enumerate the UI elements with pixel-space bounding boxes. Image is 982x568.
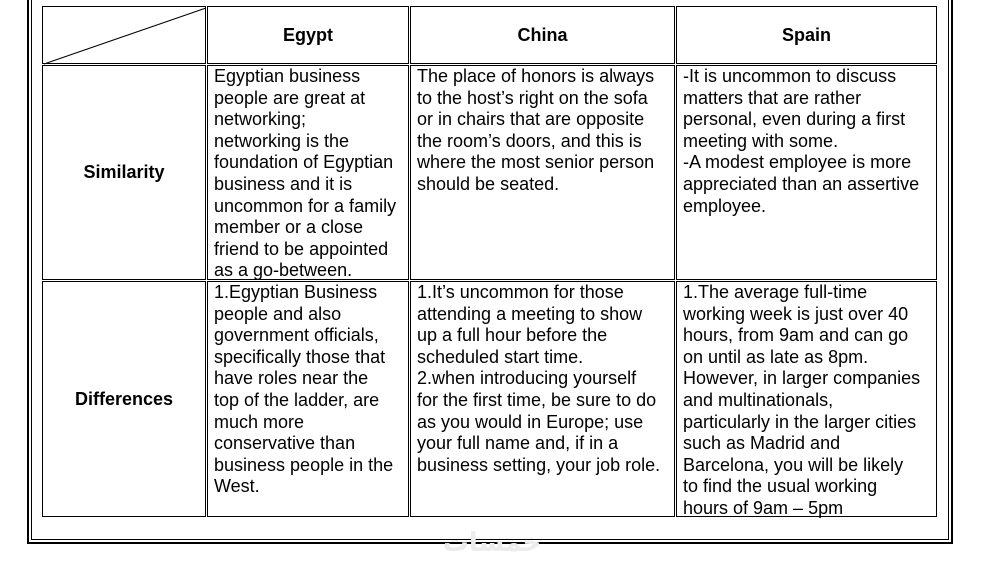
row-header-differences — [42, 281, 206, 517]
cell-text: 1.Egyptian Business people and also government officials, specifically those that have roles near the top of the ladder, are much more conservative than business people in the West. — [214, 282, 394, 497]
column-header-china — [410, 6, 675, 64]
row-header-similarity — [42, 65, 206, 280]
table-cell-similarity-china — [410, 65, 675, 280]
table-cell-similarity-spain — [676, 65, 937, 280]
column-header-egypt — [207, 6, 409, 64]
cell-text: Egyptian business people are great at networking; networking is the foundation of Egyptian business and it is uncommon for a family member or a close friend to be appointed as a go-between. — [214, 66, 397, 281]
cell-text: -It is uncommon to discuss matters that are rather personal, even during a first meeting with some. -A modest employee is more appreciated than an assertive employee. — [683, 66, 920, 216]
row-header-label: Similarity — [83, 162, 165, 182]
table-cell-differences-china — [410, 281, 675, 517]
watermark-logo: خمسات — [442, 528, 542, 558]
row-header-label: Differences — [74, 388, 174, 409]
cell-text: The place of honors is always to the host’s right on the sofa or in chairs that are opposite the room’s doors, and this is where the most senior person should be seated. — [417, 66, 655, 194]
diagonal-divider — [43, 7, 207, 65]
column-header-spain — [676, 6, 937, 64]
table-cell-differences-egypt — [207, 281, 409, 517]
column-header-label: Egypt — [282, 24, 333, 45]
corner-cell — [42, 6, 206, 64]
column-header-label: China — [517, 24, 568, 45]
table-cell-similarity-egypt — [207, 65, 409, 280]
cell-text: 1.The average full-time working week is just over 40 hours, from 9am and can go on until as late as 8pm. However, in larger companies and multinationals, particularly in the larger cities such as Madrid and Barcelona, you will be likely to find the usual working hours of 9am – 5pm — [683, 282, 921, 518]
column-header-label: Spain — [781, 24, 831, 45]
table-cell-differences-spain — [676, 281, 937, 517]
cell-text: 1.It’s uncommon for those attending a meeting to show up a full hour before the scheduled start time. 2.when introducing yourself for the first time, be sure to do as you would in Europe; use your full name and, if in a business setting, your job role. — [417, 282, 661, 475]
